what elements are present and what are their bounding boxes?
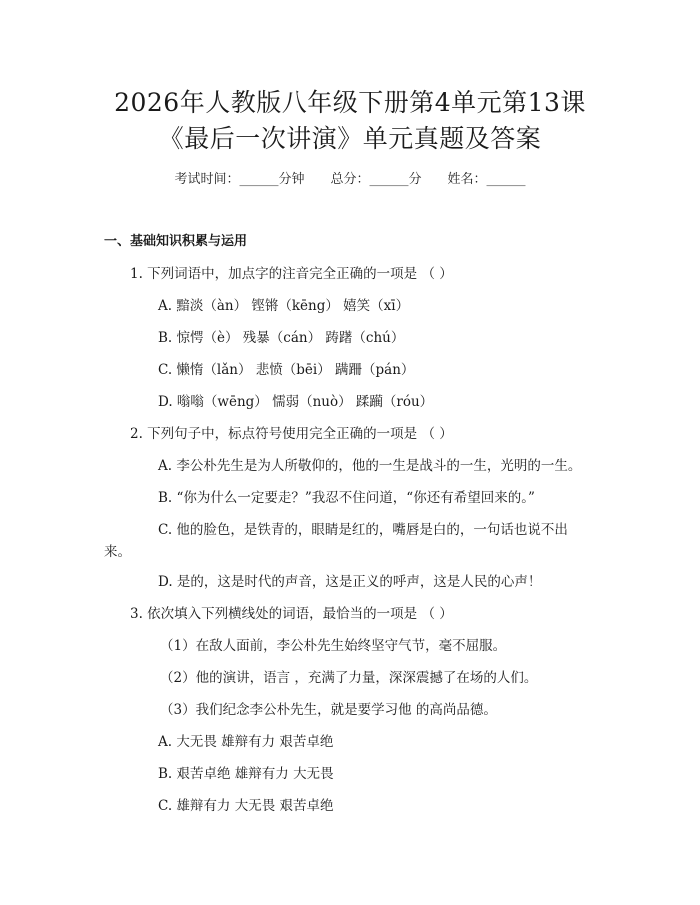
question-3-sentence-2: （2）他的演讲，语言 ，充满了力量，深深震撼了在场的人们。 xyxy=(160,670,538,686)
question-3-option-b: B. 艰苦卓绝 雄辩有力 大无畏 xyxy=(158,766,334,782)
exam-meta xyxy=(0,168,700,187)
question-3-stem: 3. 依次填入下列横线处的词语，最恰当的一项是 （ ） xyxy=(130,606,453,622)
question-2-stem: 2. 下列句子中，标点符号使用完全正确的一项是 （ ） xyxy=(130,426,453,442)
page-title-line1: 2026年人教版八年级下册第4单元第13课 xyxy=(114,88,586,117)
exam-name: 姓名：______ xyxy=(447,172,526,187)
question-2-option-c: C. 他的脸色，是铁青的，眼睛是红的，嘴唇是白的，一句话也说不出 xyxy=(158,522,568,538)
question-2-option-c-continued: 来。 xyxy=(104,544,131,560)
question-1-option-a: A. 黯淡（àn） 铿锵（kēng） 嬉笑（xī） xyxy=(158,298,410,314)
question-3-sentence-1: （1）在敌人面前，李公朴先生始终坚守气节，毫不屈服。 xyxy=(160,638,507,654)
page-title-line2: 《最后一次讲演》单元真题及答案 xyxy=(158,124,542,153)
question-2-option-a: A. 李公朴先生是为人所敬仰的，他的一生是战斗的一生，光明的一生。 xyxy=(158,458,582,474)
question-1-stem: 1. 下列词语中，加点字的注音完全正确的一项是 （ ） xyxy=(130,266,453,282)
question-3-option-c: C. 雄辩有力 大无畏 艰苦卓绝 xyxy=(158,798,334,814)
question-2-option-b: B. “你为什么一定要走？”我忍不住问道，“你还有希望回来的。” xyxy=(158,490,535,506)
question-1-option-b: B. 惊愕（è） 残暴（cán） 踌躇（chú） xyxy=(158,330,405,346)
question-1-option-c: C. 懒惰（lǎn） 悲愤（bēi） 蹒跚（pán） xyxy=(158,362,415,378)
question-2-option-d: D. 是的，这是时代的声音，这是正义的呼声，这是人民的心声！ xyxy=(158,574,542,590)
exam-score: 总分：______分 xyxy=(330,172,422,187)
question-3-sentence-3: （3）我们纪念李公朴先生，就是要学习他 的高尚品德。 xyxy=(160,702,497,718)
question-3-option-a: A. 大无畏 雄辩有力 艰苦卓绝 xyxy=(158,734,334,750)
question-1-option-d: D. 嗡嗡（wēng） 懦弱（nuò） 蹂躏（róu） xyxy=(158,394,434,410)
section-heading: 一、基础知识积累与运用 xyxy=(104,234,248,249)
exam-time: 考试时间：______分钟 xyxy=(174,172,305,187)
